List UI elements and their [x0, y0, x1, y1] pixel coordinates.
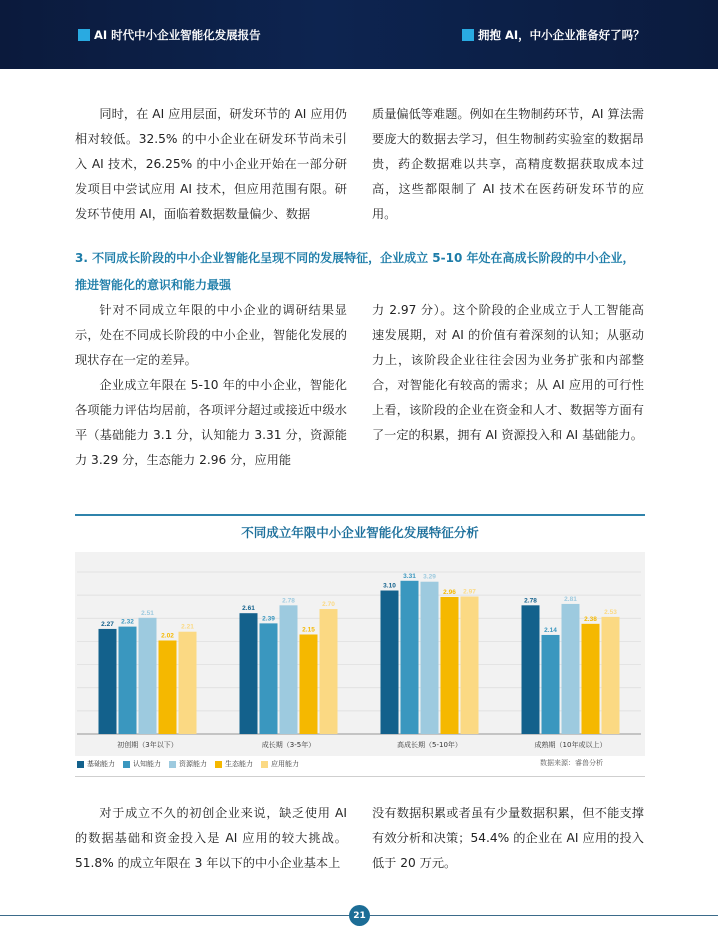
bar: [320, 609, 338, 734]
category-label: 高成长期（5-10年）: [397, 741, 462, 749]
bar: [421, 582, 439, 734]
page-number: 21: [349, 905, 370, 926]
legend-label: 认知能力: [133, 760, 161, 768]
section1-left-column: [75, 102, 347, 227]
bar: [300, 634, 318, 734]
legend-label: 资源能力: [179, 760, 207, 768]
legend-swatch: [169, 761, 176, 768]
data-label: 2.02: [161, 632, 174, 640]
data-label: 2.51: [141, 609, 154, 617]
report-title: AI 时代中小企业智能化发展报告: [94, 28, 261, 42]
data-label: 2.78: [524, 597, 537, 605]
bar-chart: [75, 552, 645, 756]
section3-left-column: [75, 801, 347, 876]
legend-item: [77, 759, 115, 769]
chart-legend: [77, 758, 307, 770]
category-label: 初创期（3年以下）: [117, 741, 178, 749]
bar: [240, 613, 258, 734]
bar: [139, 618, 157, 734]
legend-label: 生态能力: [225, 760, 253, 768]
legend-item: [169, 759, 207, 769]
legend-swatch: [215, 761, 222, 768]
bar: [582, 624, 600, 734]
square-icon: [78, 29, 90, 41]
bar: [441, 597, 459, 734]
subheading: 3. 不同成长阶段的中小企业智能化呈现不同的发展特征，企业成立 5-10 年处在高成长阶段的中小企业，推进智能化的意识和能力最强: [75, 251, 635, 292]
bar: [260, 623, 278, 734]
data-label: 2.61: [242, 605, 255, 613]
paragraph: 针对不同成立年限的中小企业的调研结果显示，处在不同成长阶段的中小企业，智能化发展的现状存在一定的差异。: [75, 303, 347, 367]
bar: [562, 604, 580, 734]
bar: [522, 605, 540, 734]
page-header: [0, 0, 718, 69]
data-label: 2.97: [463, 588, 476, 596]
data-label: 2.96: [443, 588, 456, 596]
data-label: 3.10: [383, 582, 396, 590]
legend-item: [261, 759, 299, 769]
paragraph: 企业成立年限在 5-10 年的中小企业，智能化各项能力评估均居前，各项评分超过或接近中级水平（基础能力 3.1 分，认知能力 3.31 分，资源能力 3.29 分，生态能力 2.96 分，应用能: [75, 378, 347, 467]
legend-item: [215, 759, 253, 769]
legend-item: [123, 759, 161, 769]
data-label: 2.32: [121, 618, 134, 626]
section-title: 拥抱 AI，中小企业准备好了吗？: [478, 28, 645, 42]
data-label: 2.38: [584, 615, 597, 623]
bar: [381, 591, 399, 734]
legend-swatch: [261, 761, 268, 768]
paragraph: 同时，在 AI 应用层面，研发环节的 AI 应用仍相对较低。32.5% 的中小企业在研发环节尚未引入 AI 技术，26.25% 的中小企业开始在一部分研发项目中尝试应用 AI 技术，但应用范围有限。研发环节使用 AI，面临着数据数量偏少、数据: [75, 107, 347, 221]
bar: [461, 597, 479, 734]
header-right: [462, 27, 645, 43]
bar: [99, 629, 117, 734]
paragraph: 对于成立不久的初创企业来说，缺乏使用 AI 的数据基础和资金投入是 AI 应用的较大挑战。51.8% 的成立年限在 3 年以下的中小企业基本上: [75, 806, 347, 870]
section1-right-column: [372, 102, 644, 227]
paragraph: 质量偏低等难题。例如在生物制药环节，AI 算法需要庞大的数据去学习，但生物制药实验室的数据昂贵，药企数据难以共享，高精度数据获取成本过高，这些都限制了 AI 技术在医药研发环节的应用。: [372, 107, 644, 221]
legend-swatch: [77, 761, 84, 768]
category-label: 成长期（3-5年）: [261, 741, 316, 749]
data-label: 2.21: [181, 623, 194, 631]
data-label: 2.14: [544, 626, 557, 634]
bar: [542, 635, 560, 734]
chart-top-rule: [75, 514, 645, 516]
data-label: 2.81: [564, 595, 577, 603]
legend-swatch: [123, 761, 130, 768]
section3-right-column: [372, 801, 644, 876]
data-source: 数据来源：睿兽分析: [540, 759, 603, 767]
category-label: 成熟期（10年或以上）: [534, 741, 607, 749]
chart-bottom-rule: [75, 776, 645, 777]
bar: [179, 632, 197, 734]
bar: [119, 627, 137, 734]
bar: [602, 617, 620, 734]
data-label: 2.39: [262, 615, 275, 623]
paragraph: 力 2.97 分）。这个阶段的企业成立于人工智能高速发展期，对 AI 的价值有着深刻的认知；从驱动力上，该阶段企业往往会因为业务扩张和内部整合，对智能化有较高的需求；从 AI 应用的可行性上看，该阶段的企业在资金和人才、数据等方面有了一定的积累，拥有 AI 资源投入和 AI 基础能力。: [372, 303, 644, 442]
data-label: 2.27: [101, 620, 114, 628]
chart-title: 不同成立年限中小企业智能化发展特征分析: [241, 525, 479, 540]
section2-right-column: [372, 298, 644, 448]
legend-label: 应用能力: [271, 760, 299, 768]
bar: [159, 641, 177, 734]
data-label: 2.15: [302, 626, 315, 634]
header-left: [78, 27, 261, 43]
data-label: 3.29: [423, 573, 436, 581]
section2-left-column: [75, 298, 347, 473]
legend-label: 基础能力: [87, 760, 115, 768]
data-label: 3.31: [403, 572, 416, 580]
data-label: 2.78: [282, 597, 295, 605]
square-icon: [462, 29, 474, 41]
chart-panel: [75, 552, 645, 756]
data-label: 2.53: [604, 608, 617, 616]
paragraph: 没有数据积累或者虽有少量数据积累，但不能支撑有效分析和决策；54.4% 的企业在 AI 应用的投入低于 20 万元。: [372, 806, 644, 870]
data-label: 2.70: [322, 601, 335, 609]
bar: [401, 581, 419, 734]
bar: [280, 605, 298, 734]
